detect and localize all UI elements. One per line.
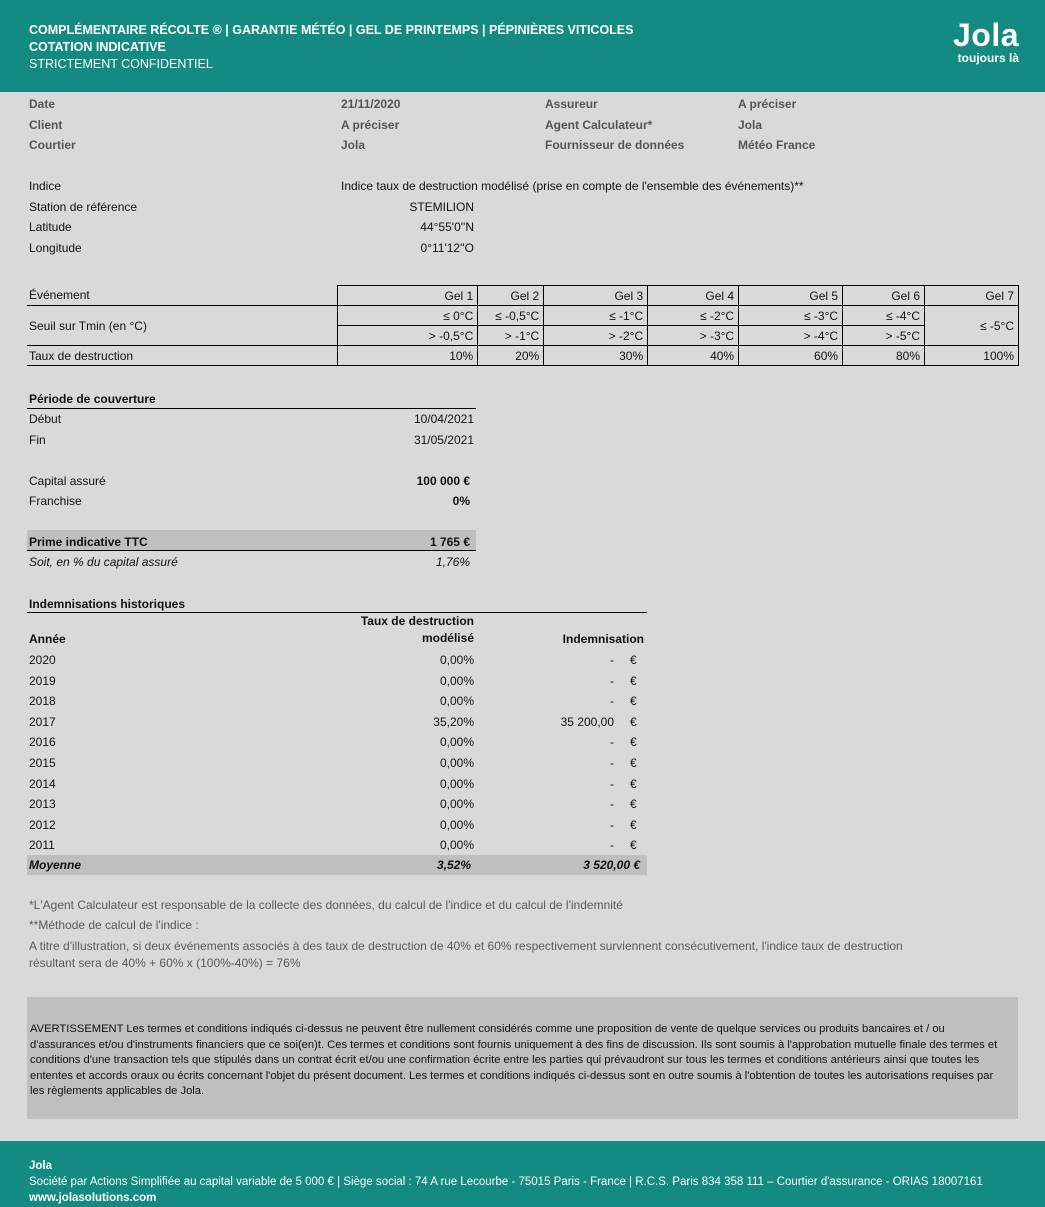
history-title-rule	[27, 612, 647, 613]
prime-value: 1 765 €	[429, 535, 470, 549]
history-col-indemnisation: Indemnisation	[562, 632, 644, 646]
gel-5-lower: > -4°C	[739, 326, 843, 346]
disclaimer-box	[27, 997, 1018, 1119]
gel-4-rate: 40%	[648, 346, 739, 366]
history-rate: 0,00%	[439, 735, 474, 749]
product-title: COMPLÉMENTAIRE RÉCOLTE ® | GARANTIE MÉTÉO | GEL DE PRINTEMPS | PÉPINIÈRES VITICOLES	[29, 23, 634, 37]
gel-5-upper: ≤ -3°C	[739, 306, 843, 326]
gel-7-threshold: ≤ -5°C	[925, 306, 1019, 346]
gel-7-rate: 100%	[925, 346, 1019, 366]
footer-company: Jola	[29, 1160, 53, 1172]
history-year: 2014	[29, 777, 56, 791]
gel-5-rate: 60%	[739, 346, 843, 366]
courtier-label: Courtier	[29, 138, 76, 152]
history-year: 2015	[29, 756, 56, 770]
fin-value: 31/05/2021	[413, 433, 474, 447]
note-method-title: **Méthode de calcul de l'indice :	[29, 918, 199, 932]
history-currency: €	[630, 818, 637, 832]
gel-3-rate: 30%	[544, 346, 648, 366]
gel-2-lower: > -1°C	[478, 326, 544, 346]
history-indemnisation: -	[610, 797, 614, 811]
event-row-label: Événement	[27, 286, 338, 306]
history-year: 2016	[29, 735, 56, 749]
history-rate: 0,00%	[439, 777, 474, 791]
gel-2-rate: 20%	[478, 346, 544, 366]
history-indemnisation: -	[610, 694, 614, 708]
threshold-row-label: Seuil sur Tmin (en °C)	[27, 306, 338, 346]
history-year: 2019	[29, 674, 56, 688]
note-method-line2: résultant sera de 40% + 60% x (100%-40%) = 76%	[29, 956, 301, 970]
history-year: 2012	[29, 818, 56, 832]
average-rate: 3,52%	[436, 858, 471, 872]
gel-4-upper: ≤ -2°C	[648, 306, 739, 326]
gel-6-header: Gel 6	[843, 286, 925, 306]
prime-label: Prime indicative TTC	[29, 535, 148, 549]
history-col-rate-line2: modélisé	[421, 631, 474, 645]
footer-legal: Société par Actions Simplifiée au capital variable de 5 000 € | Siège social : 74 A rue Lecourbe - 75015 Paris - France | R.C.S. Paris 834 358 111 – Courtier d'assurance - ORIAS 18007161	[29, 1176, 983, 1188]
history-indemnisation: -	[610, 777, 614, 791]
history-currency: €	[630, 756, 637, 770]
history-currency: €	[630, 735, 637, 749]
logo-tagline: toujours là	[957, 51, 1019, 65]
courtier-value: Jola	[341, 138, 366, 152]
history-col-year: Année	[29, 632, 66, 646]
fin-label: Fin	[29, 433, 46, 447]
gel-3-header: Gel 3	[544, 286, 648, 306]
station-value: STEMILION	[409, 200, 474, 214]
history-title: Indemnisations historiques	[29, 597, 186, 611]
history-currency: €	[630, 715, 637, 729]
gel-2-header: Gel 2	[478, 286, 544, 306]
gel-5-header: Gel 5	[739, 286, 843, 306]
gel-6-rate: 80%	[843, 346, 925, 366]
history-currency: €	[630, 838, 637, 852]
history-indemnisation: -	[610, 818, 614, 832]
gel-1-header: Gel 1	[338, 286, 478, 306]
agent-label: Agent Calculateur*	[545, 118, 653, 132]
history-indemnisation: -	[610, 674, 614, 688]
note-method-line1: A titre d'illustration, si deux événements associés à des taux de destruction de 40% et 60% respectivement surviennent consécutivement, l'indice taux de destruction	[29, 939, 903, 953]
fournisseur-label: Fournisseur de données	[545, 138, 685, 152]
history-rate: 0,00%	[439, 674, 474, 688]
history-col-rate-line1: Taux de destruction	[360, 614, 474, 628]
history-rate: 0,00%	[439, 653, 474, 667]
frost-events-table	[27, 285, 1019, 366]
destruction-row-label: Taux de destruction	[27, 346, 338, 366]
premium-rule	[27, 550, 476, 551]
history-currency: €	[630, 653, 637, 667]
gel-6-upper: ≤ -4°C	[843, 306, 925, 326]
gel-4-lower: > -3°C	[648, 326, 739, 346]
latitude-label: Latitude	[29, 220, 72, 234]
disclaimer-text: AVERTISSEMENT Les termes et conditions indiqués ci-dessus ne peuvent être nullement considérés comme une proposition de vente de quelque services ou produits bancaires et / ou d'assurances et/ou d'instruments financiers que ce soi(en)t. Ces termes et conditions sont fournis uniquement à des fins de discussion. Ils sont soumis à l'approbation mutuelle finale des termes et conditions d'une transaction tels que stipulés dans un contrat écrit et/ou une confirmation écrite entre les parties qui prévaudront sur tous les termes et conditions antérieurs ainsi que toutes les ententes et accords oraux ou écrits concernant l'objet du présent document. Les termes et conditions indiqués ci-dessus sont en outre soumis à l'obtention de toutes les autorisations requises par les règlements applicables de Jola.	[30, 1023, 998, 1097]
gel-1-lower: > -0,5°C	[338, 326, 478, 346]
franchise-label: Franchise	[29, 494, 82, 508]
history-rate: 35,20%	[433, 715, 474, 729]
history-rate: 0,00%	[439, 818, 474, 832]
fournisseur-value: Météo France	[738, 138, 816, 152]
history-indemnisation: -	[610, 653, 614, 667]
latitude-value: 44°55'0''N	[420, 220, 474, 234]
gel-2-upper: ≤ -0,5°C	[478, 306, 544, 326]
history-rate: 0,00%	[439, 797, 474, 811]
footer-website[interactable]: www.jolasolutions.com	[29, 1192, 157, 1204]
history-year: 2020	[29, 653, 56, 667]
debut-value: 10/04/2021	[413, 412, 474, 426]
soit-value: 1,76%	[435, 555, 470, 569]
gel-1-upper: ≤ 0°C	[338, 306, 478, 326]
history-year: 2017	[29, 715, 56, 729]
history-currency: €	[630, 797, 637, 811]
history-rate: 0,00%	[439, 694, 474, 708]
history-currency: €	[630, 694, 637, 708]
history-indemnisation: -	[610, 838, 614, 852]
indice-value: Indice taux de destruction modélisé (prise en compte de l'ensemble des événements)**	[341, 179, 804, 193]
document-type: COTATION INDICATIVE	[29, 40, 166, 54]
capital-value: 100 000 €	[416, 474, 470, 488]
assureur-value: A préciser	[738, 97, 797, 111]
history-indemnisation: -	[610, 756, 614, 770]
threshold-upper-row	[27, 306, 1019, 326]
average-label: Moyenne	[29, 858, 82, 872]
confidentiality-note: STRICTEMENT CONFIDENTIEL	[29, 57, 213, 71]
gel-1-rate: 10%	[338, 346, 478, 366]
footer-banner	[0, 1141, 1045, 1207]
history-rate: 0,00%	[439, 756, 474, 770]
debut-label: Début	[29, 412, 62, 426]
station-label: Station de référence	[29, 200, 138, 214]
destruction-rate-row	[27, 346, 1019, 366]
gel-3-upper: ≤ -1°C	[544, 306, 648, 326]
history-year: 2011	[29, 838, 55, 852]
history-currency: €	[630, 777, 637, 791]
gel-6-lower: > -5°C	[843, 326, 925, 346]
agent-value: Jola	[738, 118, 763, 132]
soit-label: Soit, en % du capital assuré	[29, 555, 178, 569]
header-banner	[0, 0, 1045, 92]
jola-logo	[953, 18, 1019, 65]
gel-7-header: Gel 7	[925, 286, 1019, 306]
date-value: 21/11/2020	[341, 97, 401, 111]
client-label: Client	[29, 118, 63, 132]
longitude-label: Longitude	[29, 241, 82, 255]
capital-label: Capital assuré	[29, 474, 106, 488]
history-rate: 0,00%	[439, 838, 474, 852]
indice-label: Indice	[29, 179, 62, 193]
date-label: Date	[29, 97, 56, 111]
event-header-row	[27, 286, 1019, 306]
client-value: A préciser	[341, 118, 400, 132]
history-year: 2018	[29, 694, 56, 708]
gel-4-header: Gel 4	[648, 286, 739, 306]
longitude-value: 0°11'12''O	[420, 241, 474, 255]
history-year: 2013	[29, 797, 56, 811]
history-indemnisation: 35 200,00	[560, 715, 614, 729]
franchise-value: 0%	[452, 494, 470, 508]
logo-name: Jola	[952, 17, 1019, 53]
note-agent: *L'Agent Calculateur est responsable de la collecte des données, du calcul de l'indice et du calcul de l'indemnité	[29, 898, 623, 912]
gel-3-lower: > -2°C	[544, 326, 648, 346]
coverage-title-rule	[27, 408, 476, 409]
history-indemnisation: -	[610, 735, 614, 749]
assureur-label: Assureur	[545, 97, 598, 111]
coverage-title: Période de couverture	[29, 392, 156, 406]
history-currency: €	[630, 674, 637, 688]
average-indemnisation: 3 520,00 €	[583, 858, 640, 872]
